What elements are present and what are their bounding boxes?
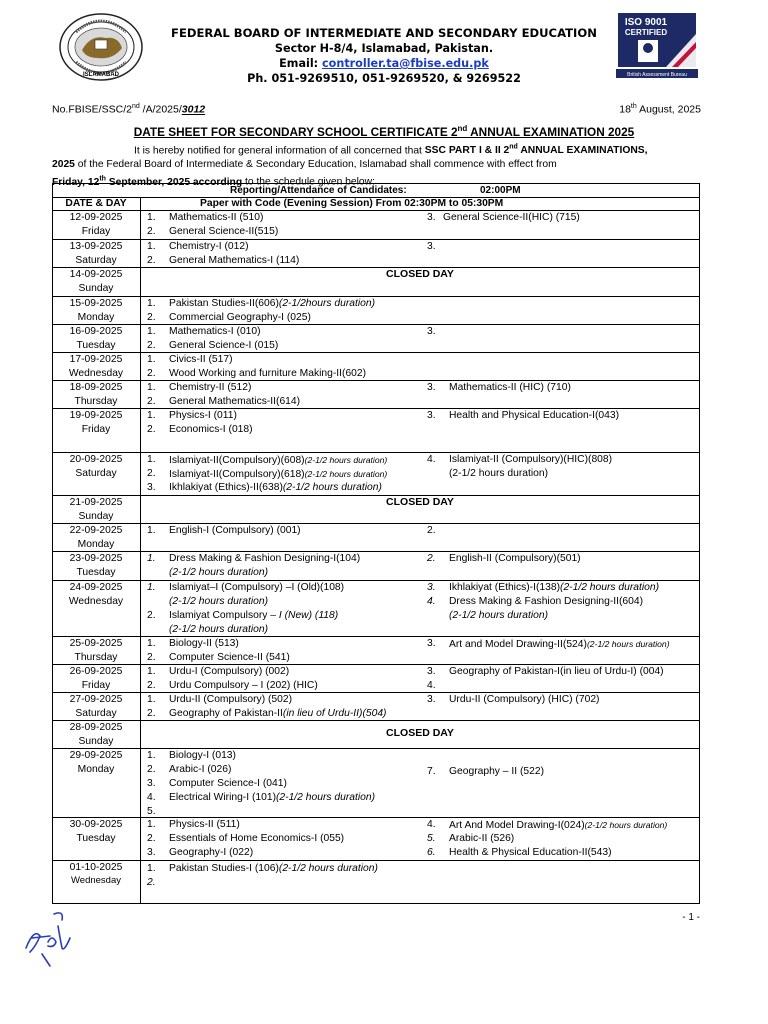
paper-name: Urdu-I (Compulsory) (002) xyxy=(169,666,290,677)
paper-name: Mathematics-II (510) xyxy=(169,212,264,223)
row-day: Friday xyxy=(81,424,111,435)
row-date: 21-09-2025 xyxy=(69,497,123,508)
item-num: 4. xyxy=(427,596,436,607)
paper-name: Art And Model Drawing-I(024)(2-1/2 hours duration) xyxy=(449,820,668,831)
item-num: 1. xyxy=(147,241,156,252)
page-title: DATE SHEET FOR SECONDARY SCHOOL CERTIFICATE 2nd ANNUAL EXAMINATION 2025 xyxy=(133,124,635,139)
row-date: 17-09-2025 xyxy=(69,354,123,365)
item-num: 2. xyxy=(147,610,156,621)
paper-name: Physics-II (511) xyxy=(169,819,240,830)
paper-name: English-II (Compulsory)(501) xyxy=(449,553,581,564)
org-email-line: Email: controller.ta@fbise.edu.pk xyxy=(279,57,489,70)
row-date: 01-10-2025 xyxy=(69,862,123,873)
paper-name: Civics-II (517) xyxy=(169,354,233,365)
item-num: 3. xyxy=(427,694,436,705)
paper-name: Health and Physical Education-I(043) xyxy=(449,410,619,421)
item-num: 4. xyxy=(427,819,436,830)
item-num: 5. xyxy=(427,833,436,844)
paper-duration: (2-1/2 hours duration) xyxy=(169,624,269,635)
paper-name: Mathematics-II (HIC) (710) xyxy=(449,382,571,393)
paper-name: Dress Making & Fashion Designing-II(604) xyxy=(449,596,644,607)
reference-number: No.FBISE/SSC/2nd /A/2025/3012 xyxy=(52,103,206,116)
item-num: 1. xyxy=(147,212,156,223)
reporting-label: Reporting/Attendance of Candidates: xyxy=(230,185,407,196)
row-day: Friday xyxy=(81,226,111,237)
item-num: 3. xyxy=(427,638,436,649)
paper-name: Wood Working and furniture Making-II(602) xyxy=(169,368,367,379)
item-num: 6. xyxy=(427,847,436,858)
closed-day-label: CLOSED DAY xyxy=(386,268,454,280)
row-day: Wednesday xyxy=(68,368,124,379)
row-date: 24-09-2025 xyxy=(69,582,123,593)
row-date: 12-09-2025 xyxy=(69,212,123,223)
paper-name: General Mathematics-I (114) xyxy=(169,255,300,266)
item-num: 3. xyxy=(427,241,436,252)
item-num: 2. xyxy=(147,877,156,888)
paper-name: General Science-I (015) xyxy=(169,340,279,351)
item-num: 3. xyxy=(427,666,436,677)
item-num: 3. xyxy=(427,212,436,223)
logo-text: ISLAMABAD xyxy=(83,72,119,78)
item-num: 3. xyxy=(147,482,156,493)
paper-name: General Science-II(HIC) (715) xyxy=(443,212,580,223)
item-num: 1. xyxy=(147,750,156,761)
item-num: 3. xyxy=(427,326,436,337)
item-num: 3. xyxy=(147,847,156,858)
item-num: 1. xyxy=(147,454,156,465)
paper-name: Chemistry-II (512) xyxy=(169,382,252,393)
item-num: 4. xyxy=(147,792,156,803)
paper-name: Geography of Pakistan-I(in lieu of Urdu-I) (004) xyxy=(449,666,664,677)
item-num: 1. xyxy=(147,410,156,421)
item-num: 1. xyxy=(147,553,156,564)
paper-name: Mathematics-I (010) xyxy=(169,326,261,337)
row-date: 20-09-2025 xyxy=(69,454,123,465)
row-date: 28-09-2025 xyxy=(69,722,123,733)
row-day: Tuesday xyxy=(76,833,116,844)
paper-name: Ikhlakiyat (Ethics)-II(638)(2-1/2 hours duration) xyxy=(169,482,382,493)
item-num: 4. xyxy=(427,454,436,465)
row-day: Sunday xyxy=(78,736,114,747)
item-num: 1. xyxy=(147,819,156,830)
signature-mark xyxy=(20,908,90,968)
item-num: 1. xyxy=(147,863,156,874)
paper-name: Economics-I (018) xyxy=(169,424,253,435)
row-date: 23-09-2025 xyxy=(69,553,123,564)
paper-name: Computer Science-II (541) xyxy=(169,652,290,663)
row-day: Saturday xyxy=(75,708,117,719)
paper-name: Electrical Wiring-I (101)(2-1/2 hours duration) xyxy=(169,792,376,803)
row-date: 27-09-2025 xyxy=(69,694,123,705)
item-num: 3. xyxy=(427,582,436,593)
row-day: Thursday xyxy=(74,652,118,663)
notification-text: It is hereby notified for general information of all concerned that SSC PART I & II 2nd ANNUAL EXAMINATIONS, 2025 of the Federal Board of Intermediate & Secondary Education, Islamabad shall commence with effect from Friday, 12th September, 2025 according to the schedule given below: xyxy=(52,144,648,188)
paper-name: Computer Science-I (041) xyxy=(169,778,287,789)
paper-name: Art and Model Drawing-II(524)(2-1/2 hours duration) xyxy=(449,639,670,650)
item-num: 2. xyxy=(147,764,156,775)
paper-name: Islamiyat–I (Compulsory) –I (Old)(108) xyxy=(169,582,345,593)
item-num: 2. xyxy=(147,680,156,691)
item-num: 1. xyxy=(147,354,156,365)
item-num: 1. xyxy=(147,666,156,677)
row-day: Thursday xyxy=(74,396,118,407)
col-header-paper: Paper with Code (Evening Session) From 02:30PM to 05:30PM xyxy=(200,198,504,209)
item-num: 2. xyxy=(147,312,156,323)
col-header-date: DATE & DAY xyxy=(65,198,127,209)
closed-day-label: CLOSED DAY xyxy=(386,727,454,739)
item-num: 2. xyxy=(147,468,156,479)
item-num: 1. xyxy=(147,525,156,536)
row-date: 22-09-2025 xyxy=(69,525,123,536)
item-num: 1. xyxy=(147,298,156,309)
svg-text:British Assessment Bureau: British Assessment Bureau xyxy=(627,72,687,78)
row-day: Monday xyxy=(77,539,115,550)
paper-name: Arabic-I (026) xyxy=(169,764,232,775)
page-number: - 1 - xyxy=(682,912,700,923)
paper-name: Arabic-II (526) xyxy=(449,833,515,844)
reporting-time: 02:00PM xyxy=(480,185,521,196)
row-date: 16-09-2025 xyxy=(69,326,123,337)
item-num: 2. xyxy=(147,652,156,663)
item-num: 1. xyxy=(147,382,156,393)
item-num: 4. xyxy=(427,680,436,691)
item-num: 2. xyxy=(147,396,156,407)
paper-name: Essentials of Home Economics-I (055) xyxy=(169,833,345,844)
paper-name: (2-1/2 hours duration) xyxy=(449,468,549,479)
row-date: 25-09-2025 xyxy=(69,638,123,649)
paper-name: Biology-II (513) xyxy=(169,638,239,649)
item-num: 2. xyxy=(147,226,156,237)
paper-name: Islamiyat-II(Compulsory)(608)(2-1/2 hours duration) xyxy=(169,455,388,466)
item-num: 3. xyxy=(427,410,436,421)
item-num: 2. xyxy=(147,424,156,435)
paper-name: General Mathematics-II(614) xyxy=(169,396,301,407)
row-date: 14-09-2025 xyxy=(69,269,123,280)
row-day: Saturday xyxy=(75,255,117,266)
paper-name: Pakistan Studies-II(606)(2-1/2hours duration) xyxy=(169,298,376,309)
paper-duration: (2-1/2 hours duration) xyxy=(449,610,549,621)
row-day: Monday xyxy=(77,764,115,775)
paper-name: Urdu-II (Compulsory) (502) xyxy=(169,694,293,705)
item-num: 3. xyxy=(147,778,156,789)
row-date: 29-09-2025 xyxy=(69,750,123,761)
item-num: 2. xyxy=(147,340,156,351)
row-date: 19-09-2025 xyxy=(69,410,123,421)
row-date: 26-09-2025 xyxy=(69,666,123,677)
paper-name: Physics-I (011) xyxy=(169,410,237,421)
paper-name: Geography-I (022) xyxy=(169,847,254,858)
item-num: 3. xyxy=(427,382,436,393)
paper-name: Urdu Compulsory – I (202) (HIC) xyxy=(169,680,318,691)
row-day: Friday xyxy=(81,680,111,691)
paper-duration: (2-1/2 hours duration) xyxy=(169,567,269,578)
item-num: 2. xyxy=(147,368,156,379)
paper-name: Islamiyat Compulsory – I (New) (118) xyxy=(169,610,339,621)
item-num: 2. xyxy=(147,708,156,719)
paper-name: Ikhlakiyat (Ethics)-I(138)(2-1/2 hours duration) xyxy=(449,582,660,593)
svg-text:ISO 9001: ISO 9001 xyxy=(624,17,668,28)
paper-name: Islamiyat-II (Compulsory)(HIC)(808) xyxy=(449,454,613,465)
item-num: 7. xyxy=(427,766,436,777)
paper-name: Geography of Pakistan-II(in lieu of Urdu-II)(504) xyxy=(169,708,387,719)
item-num: 1. xyxy=(147,326,156,337)
closed-day-label: CLOSED DAY xyxy=(386,496,454,508)
paper-name: Geography – II (522) xyxy=(449,766,545,777)
item-num: 2. xyxy=(147,255,156,266)
issue-date: 18th August, 2025 xyxy=(619,103,701,116)
row-date: 13-09-2025 xyxy=(69,241,123,252)
svg-text:CERTIFIED: CERTIFIED xyxy=(624,28,668,37)
row-day: Tuesday xyxy=(76,340,116,351)
org-phone: Ph. 051-9269510, 051-9269520, & 9269522 xyxy=(247,72,521,85)
item-num: 2. xyxy=(147,833,156,844)
item-num: 2. xyxy=(427,525,436,536)
row-date: 15-09-2025 xyxy=(69,298,123,309)
item-num: 1. xyxy=(147,694,156,705)
row-day: Tuesday xyxy=(76,567,116,578)
paper-name: Chemistry-I (012) xyxy=(169,241,249,252)
row-date: 30-09-2025 xyxy=(69,819,123,830)
paper-name: English-I (Compulsory) (001) xyxy=(169,525,301,536)
row-day: Wednesday xyxy=(71,875,121,886)
paper-name: General Science-II(515) xyxy=(169,226,279,237)
org-name: FEDERAL BOARD OF INTERMEDIATE AND SECONDARY EDUCATION xyxy=(171,26,597,40)
item-num: 1. xyxy=(147,638,156,649)
row-day: Saturday xyxy=(75,468,117,479)
row-date: 18-09-2025 xyxy=(69,382,123,393)
row-day: Monday xyxy=(77,312,115,323)
paper-name: Urdu-II (Compulsory) (HIC) (702) xyxy=(449,694,600,705)
paper-name: Biology-I (013) xyxy=(169,750,236,761)
item-num: 5. xyxy=(147,806,156,817)
paper-name: Pakistan Studies-I (106)(2-1/2 hours duration) xyxy=(169,863,378,874)
item-num: 2. xyxy=(427,553,436,564)
row-day: Wednesday xyxy=(68,596,124,607)
paper-name: Health & Physical Education-II(543) xyxy=(449,847,612,858)
org-address: Sector H-8/4, Islamabad, Pakistan. xyxy=(274,42,494,55)
item-num: 1. xyxy=(147,582,156,593)
row-day: Sunday xyxy=(78,283,114,294)
row-day: Sunday xyxy=(78,511,114,522)
paper-duration: (2-1/2 hours duration) xyxy=(169,596,269,607)
paper-name: Dress Making & Fashion Designing-I(104) xyxy=(169,553,361,564)
paper-name: Islamiyat-II(Compulsory)(618)(2-1/2 hours duration) xyxy=(169,469,388,480)
paper-name: Commercial Geography-I (025) xyxy=(169,312,311,323)
email-link[interactable]: controller.ta@fbise.edu.pk xyxy=(322,57,489,70)
